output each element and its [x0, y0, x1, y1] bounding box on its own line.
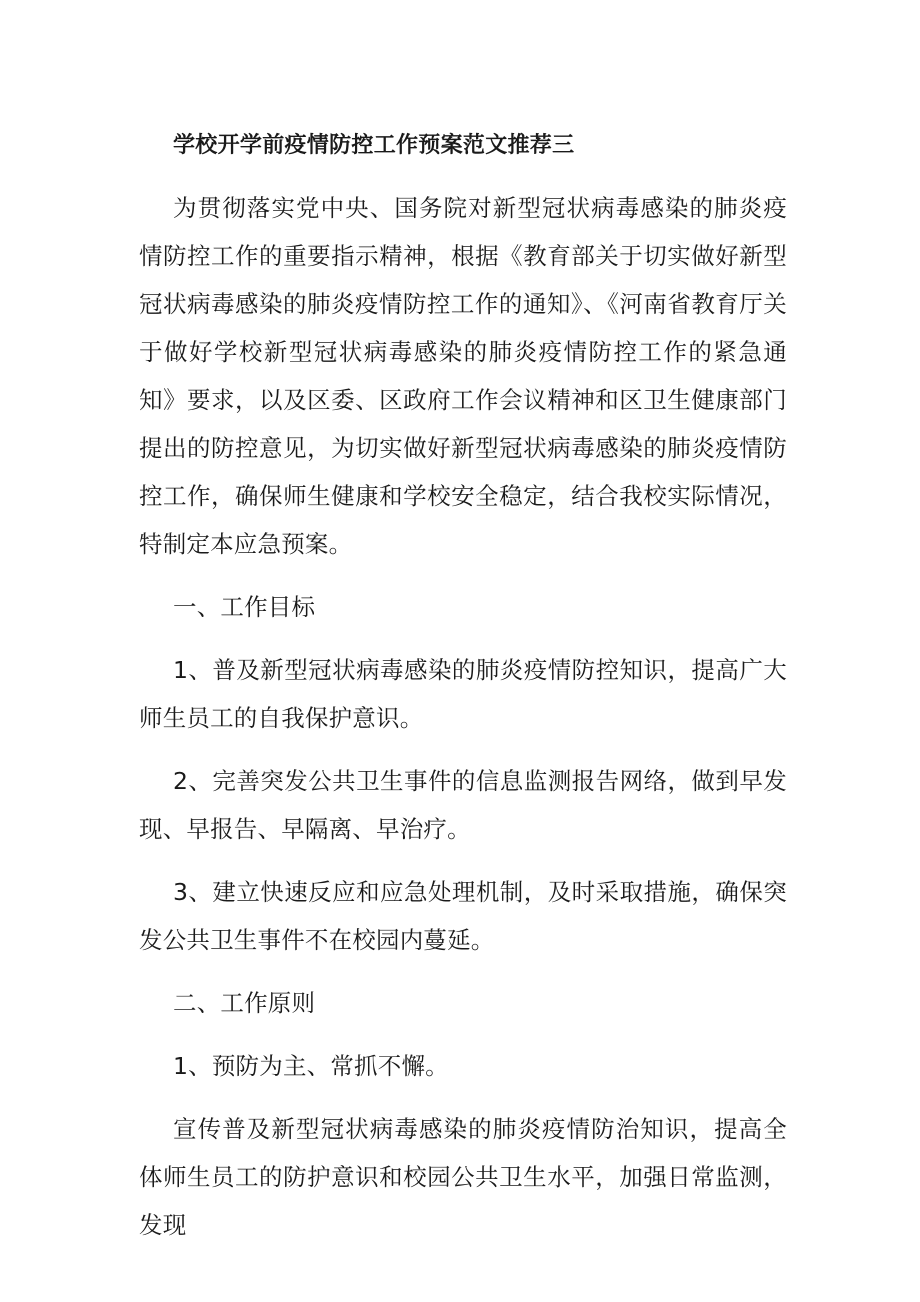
- spacer: [139, 742, 787, 757]
- section-heading-principles: 二、工作原则: [173, 989, 316, 1017]
- spacer: [139, 1090, 787, 1105]
- spacer: [139, 170, 787, 184]
- spacer: [139, 964, 787, 979]
- goal-item-1: 1、普及新型冠状病毒感染的肺炎疫情防控知识，提高广大师生员工的自我保护意识。: [139, 656, 787, 732]
- spacer: [139, 568, 787, 583]
- principle-item-1: 1、预防为主、常抓不懈。: [173, 1052, 449, 1080]
- spacer: [139, 853, 787, 868]
- goal-item-2: 2、完善突发公共卫生事件的信息监测报告网络，做到早发现、早报告、早隔离、早治疗。: [139, 767, 787, 843]
- spacer: [139, 631, 787, 646]
- document-title: 学校开学前疫情防控工作预案范文推荐三: [173, 133, 575, 158]
- spacer: [139, 1027, 787, 1042]
- document-body: [139, 122, 787, 1249]
- section-heading-goals: 一、工作目标: [173, 593, 316, 621]
- principle-item-1-text: 宣传普及新型冠状病毒感染的肺炎疫情防治知识，提高全体师生员工的防护意识和校园公共卫生水平，加强日常监测，发现: [139, 1115, 787, 1239]
- goal-item-3: 3、建立快速反应和应急处理机制，及时采取措施，确保突发公共卫生事件不在校园内蔓延。: [139, 878, 787, 954]
- intro-paragraph: 为贯彻落实党中央、国务院对新型冠状病毒感染的肺炎疫情防控工作的重要指示精神，根据《教育部关于切实做好新型冠状病毒感染的肺炎疫情防控工作的通知》、《河南省教育厅关于做好学校新型冠状病毒感染的肺炎疫情防控工作的紧急通知》要求，以及区委、区政府工作会议精神和区卫生健康部门提出的防控意见，为切实做好新型冠状病毒感染的肺炎疫情防控工作，确保师生健康和学校安全稳定，结合我校实际情况，特制定本应急预案。: [139, 194, 787, 558]
